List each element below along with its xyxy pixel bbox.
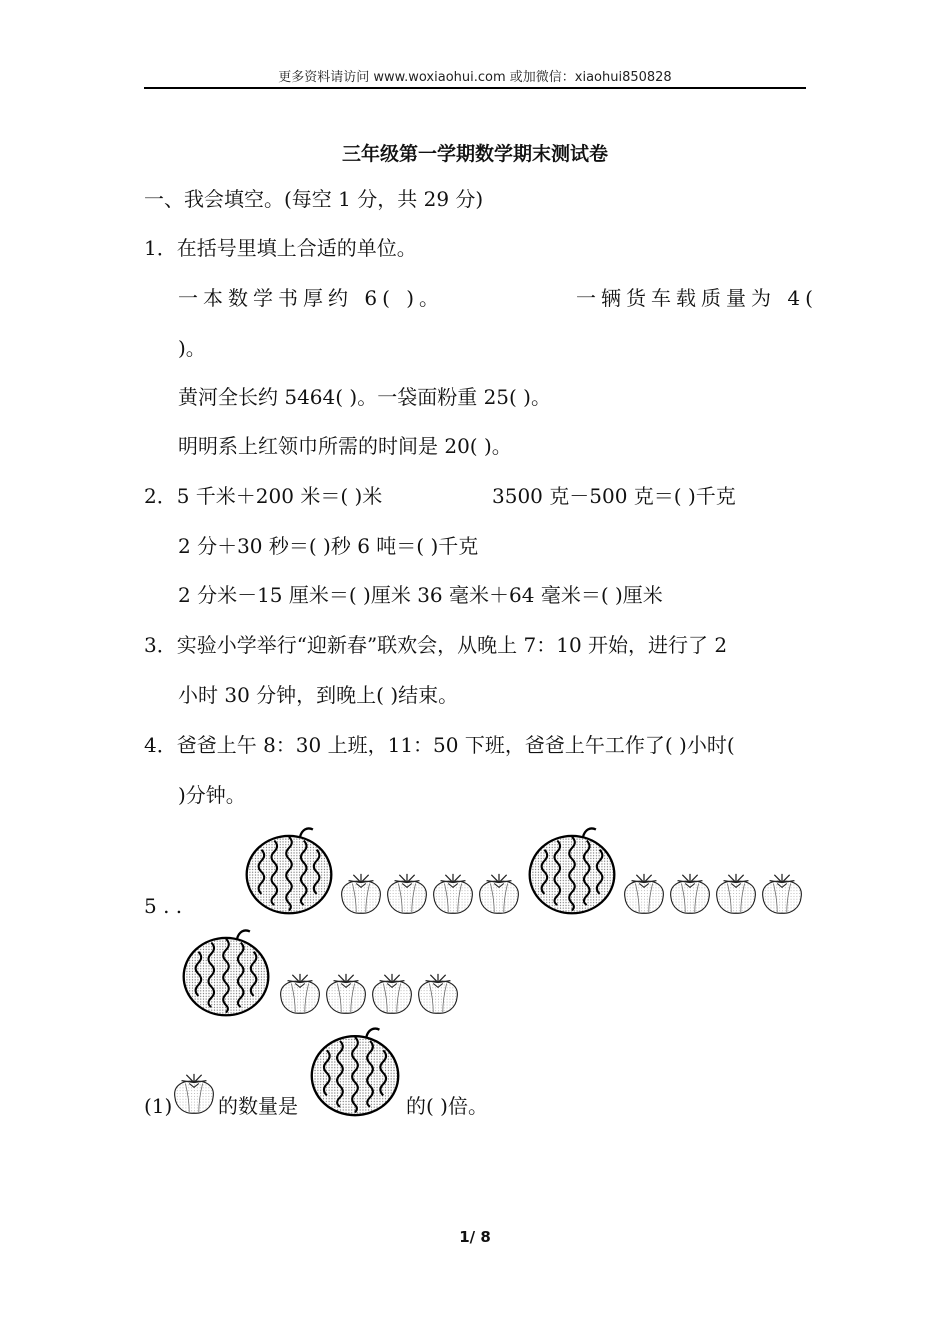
watermelon-icon [525, 824, 619, 916]
tomato-icon [383, 872, 431, 916]
watermelon-icon [242, 824, 336, 916]
tomato-icon [712, 872, 760, 916]
header-divider [144, 87, 806, 89]
question-4-line-1: 4．爸爸上午 8：30 上班，11：50 下班，爸爸上午工作了( )小时( [144, 733, 735, 757]
tomato-icon [276, 972, 324, 1016]
question-3-line-2: 小时 30 分钟，到晚上( )结束。 [178, 683, 459, 707]
section-heading: 一、我会填空。(每空 1 分，共 29 分) [144, 187, 484, 211]
watermelon-icon [178, 926, 274, 1018]
question-2-row-1-left: 2．5 千米＋200 米＝( )米 [144, 484, 383, 508]
page-number: 1/ 8 [459, 1228, 491, 1246]
question-2-row-1-right: 3500 克－500 克＝( )千克 [492, 484, 736, 508]
question-1-stem: 1．在括号里填上合适的单位。 [144, 236, 417, 260]
question-1-item-b-end: )。 [178, 336, 206, 360]
tomato-icon [170, 1072, 218, 1116]
tomato-icon [429, 872, 477, 916]
question-1-item-d: 明明系上红领巾所需的时间是 20( )。 [178, 434, 512, 458]
question-1-item-b: 一辆货车载质量为 4( [576, 286, 818, 310]
tomato-icon [414, 972, 462, 1016]
question-5-label: 5 . . [144, 894, 183, 918]
tomato-icon [620, 872, 668, 916]
question-1-item-c: 黄河全长约 5464( )。一袋面粉重 25( )。 [178, 385, 551, 409]
question-4-line-2: )分钟。 [178, 783, 246, 807]
question-1-item-a: 一本数学书厚约 6( )。 [178, 286, 445, 310]
question-5-sub-1-end: 的( )倍。 [406, 1094, 488, 1118]
tomato-icon [758, 872, 806, 916]
question-5-sub-1-prefix: (1) [144, 1094, 173, 1118]
question-2-row-2: 2 分＋30 秒＝( )秒 6 吨＝( )千克 [178, 534, 479, 558]
question-2-row-3: 2 分米－15 厘米＝( )厘米 36 毫米＋64 毫米＝( )厘米 [178, 583, 663, 607]
tomato-icon [337, 872, 385, 916]
exam-title: 三年级第一学期数学期末测试卷 [341, 143, 608, 165]
tomato-icon [322, 972, 370, 1016]
tomato-icon [666, 872, 714, 916]
question-5-sub-1-mid: 的数量是 [218, 1094, 298, 1118]
question-3-line-1: 3．实验小学举行“迎新春”联欢会，从晚上 7：10 开始，进行了 2 [144, 633, 728, 657]
tomato-icon [368, 972, 416, 1016]
watermelon-icon [307, 1024, 403, 1118]
page-header: 更多资料请访问 www.woxiaohui.com 或加微信：xiaohui850828 [278, 70, 672, 85]
tomato-icon [475, 872, 523, 916]
